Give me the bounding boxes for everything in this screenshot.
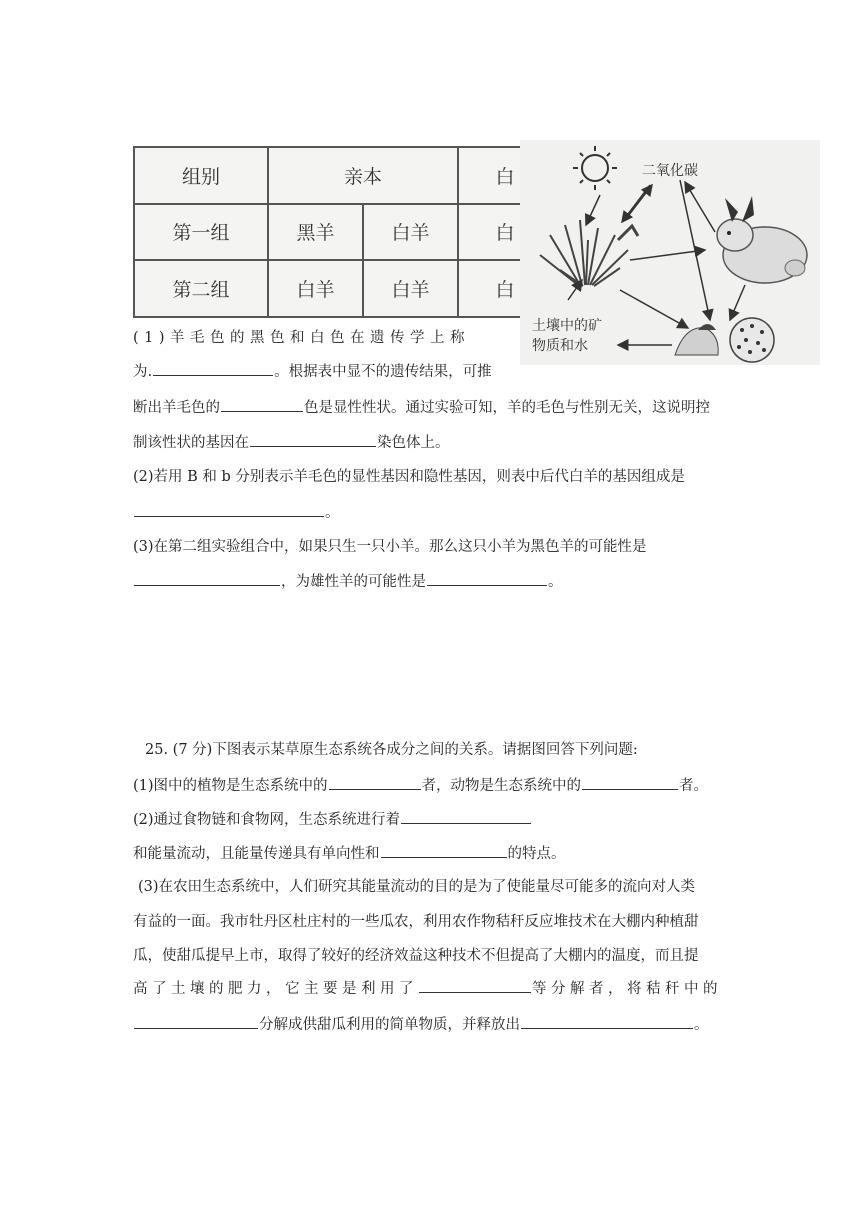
- soil-label: 土壤中的矿: [532, 318, 602, 334]
- text-fragment: 分解成供甜瓜利用的简单物质，并释放出: [259, 1017, 520, 1033]
- plant-icon: [540, 220, 638, 286]
- text-fragment: 色是显性性状。通过实验可知，羊的毛色与性别无关，这说明控: [304, 400, 710, 416]
- decomposer-icon: [675, 318, 774, 362]
- text-fragment: 。: [548, 574, 563, 590]
- q25-text: (3)在农田生态系统中，人们研究其能量流动的目的是为了使能量尽可能多的流向对人类: [138, 879, 696, 895]
- q25-text: [133, 809, 532, 830]
- answer-blank[interactable]: [329, 775, 421, 790]
- answer-blank[interactable]: [582, 775, 678, 790]
- text-fragment: 。: [325, 505, 340, 521]
- text-fragment: 断出羊毛色的: [133, 400, 220, 416]
- text-fragment: 。根据表中显不的遗传结果，可推: [274, 364, 492, 380]
- soil-label: 物质和水: [532, 338, 588, 354]
- table-header-row: [134, 147, 552, 204]
- table-cell: 白羊: [363, 204, 458, 261]
- answer-blank[interactable]: [427, 571, 547, 586]
- text-fragment: (2)通过食物链和食物网，生态系统进行着: [133, 812, 401, 828]
- q24-text: (2)若用 B 和 b 分别表示羊毛色的显性基因和隐性基因，则表中后代白羊的基因组成是: [133, 469, 685, 485]
- table-header-cell: 亲本: [268, 147, 458, 204]
- q24-text: [133, 571, 563, 592]
- table-cell: 白: [458, 260, 552, 317]
- answer-blank[interactable]: [134, 502, 324, 517]
- text-fragment: 等分解者，将秸秆中的: [532, 981, 722, 997]
- text-fragment: 为.: [133, 364, 153, 380]
- table-cell: 白: [458, 204, 552, 261]
- table-header-cell: 组别: [134, 147, 268, 204]
- q25-text: [133, 775, 708, 796]
- q25-text: [133, 843, 566, 864]
- text-fragment: (1)图中的植物是生态系统中的: [133, 778, 328, 794]
- answer-blank[interactable]: [134, 1014, 258, 1029]
- sun-icon: [573, 146, 617, 190]
- text-fragment: 高了土壤的肥力，它主要是利用了: [133, 981, 418, 997]
- text-fragment: ，为雄性羊的可能性是: [281, 574, 426, 590]
- text-fragment: 制该性状的基因在: [133, 435, 249, 451]
- q25-text: [133, 978, 722, 999]
- table-cell: 白羊: [363, 260, 458, 317]
- ecosystem-figure: [520, 140, 820, 365]
- answer-blank[interactable]: [221, 397, 303, 412]
- answer-blank[interactable]: [134, 571, 280, 586]
- answer-blank[interactable]: [250, 432, 376, 447]
- q24-text: (3)在第二组实验组合中，如果只生一只小羊。那么这只小羊为黑色羊的可能性是: [133, 539, 647, 555]
- text-fragment: 者。: [679, 778, 709, 794]
- text-fragment: 染色体上。: [377, 435, 450, 451]
- table-cell: 第一组: [134, 204, 268, 261]
- text-fragment: 的特点。: [507, 846, 566, 862]
- text-fragment: 者，动物是生态系统中的: [421, 778, 582, 794]
- answer-blank[interactable]: [153, 361, 273, 376]
- text-fragment: 。: [694, 1017, 709, 1033]
- table-row: [134, 204, 552, 261]
- table-cell: 黑羊: [268, 204, 363, 261]
- table-cell: 第二组: [134, 260, 268, 317]
- table-cell: 白羊: [268, 260, 363, 317]
- answer-blank[interactable]: [419, 978, 531, 993]
- q25-text: 瓜，使甜瓜提早上市，取得了较好的经济效益这种技术不但提高了大棚内的温度，而且提: [133, 948, 699, 964]
- answer-blank[interactable]: [401, 809, 531, 824]
- q24-text: (1)羊毛色的黑色和白色在遗传学上称: [133, 330, 471, 346]
- table-row: [134, 260, 552, 317]
- q24-text: [133, 361, 492, 382]
- q24-text: [133, 502, 340, 523]
- q24-text: [133, 432, 450, 453]
- q25-text: [133, 1014, 709, 1035]
- table-header-cell: 白: [458, 147, 552, 204]
- co2-label: 二氧化碳: [642, 163, 698, 179]
- answer-blank[interactable]: [521, 1014, 693, 1029]
- q24-text: [133, 397, 710, 418]
- text-fragment: 和能量流动，且能量传递具有单向性和: [133, 846, 380, 862]
- rabbit-icon: [717, 196, 807, 283]
- answer-blank[interactable]: [381, 843, 507, 858]
- parent-offspring-table: [133, 146, 515, 318]
- q25-title: 25. (7 分)下图表示某草原生态系统各成分之间的关系。请据图回答下列问题:: [145, 742, 638, 758]
- q25-text: 有益的一面。我市牡丹区杜庄村的一些瓜农，利用农作物秸秆反应堆技术在大棚内种植甜: [133, 914, 699, 930]
